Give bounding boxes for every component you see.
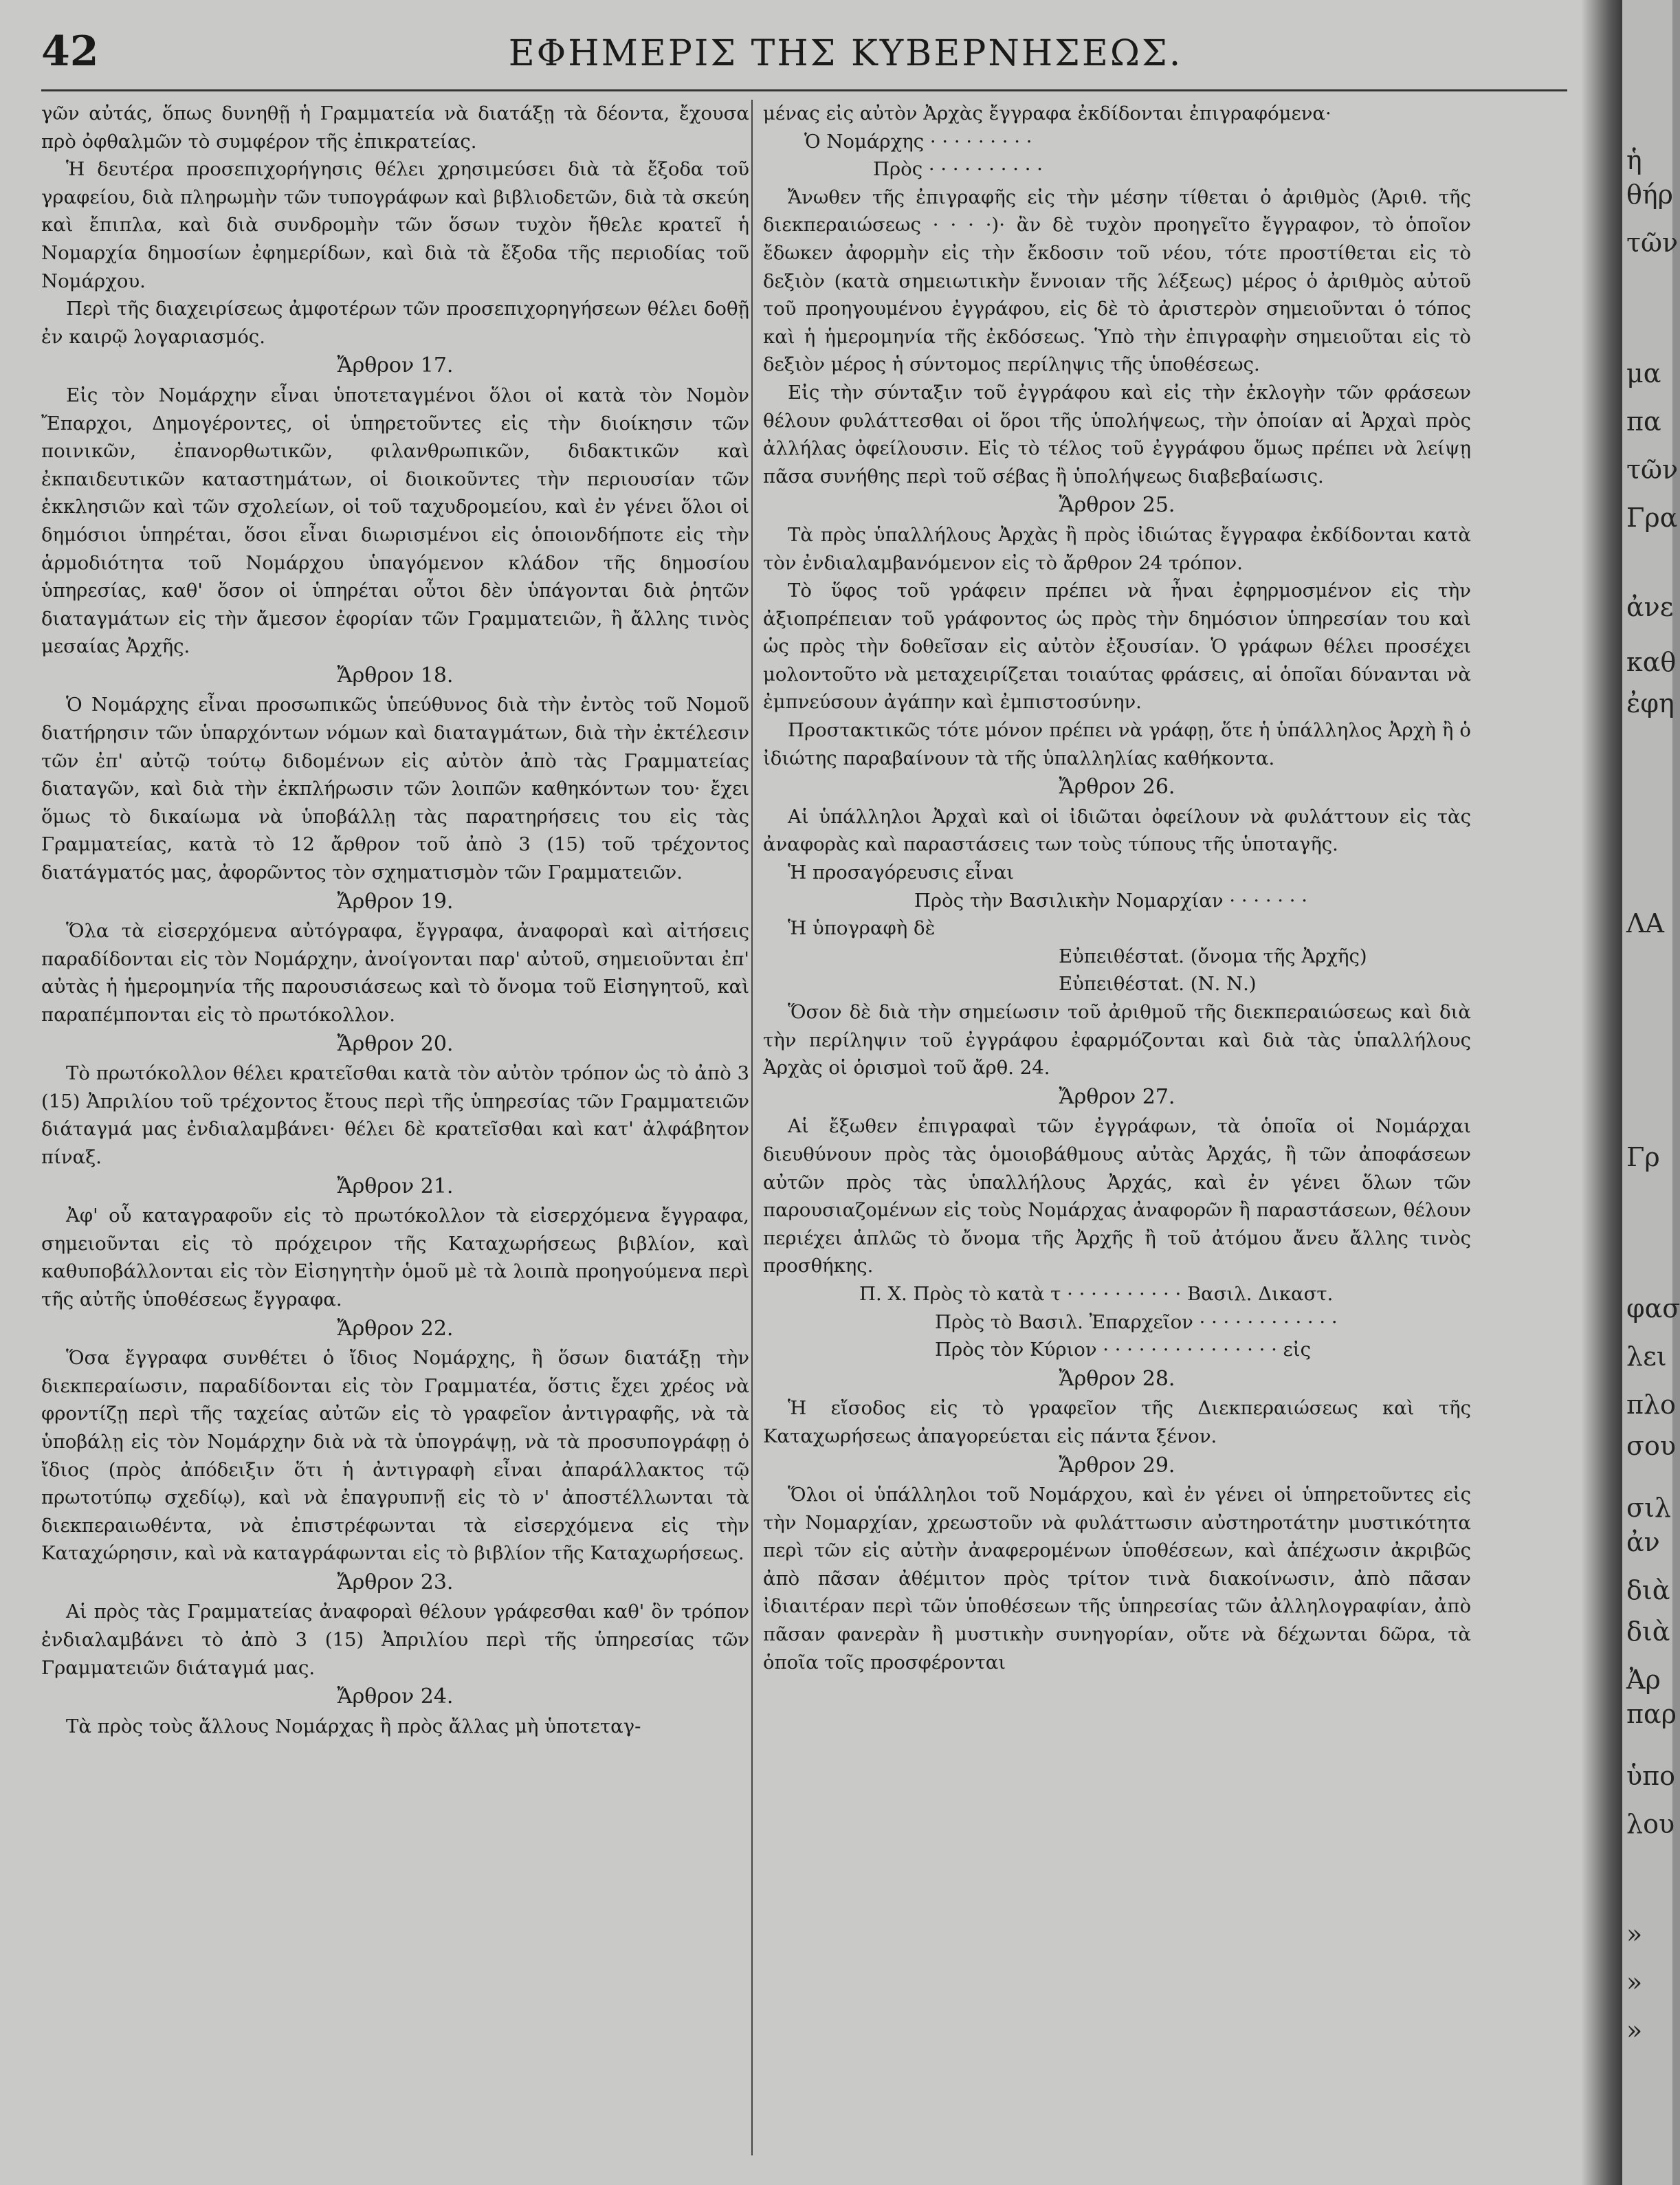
article-heading: Ἄρθρον 17. <box>337 353 454 378</box>
paragraph: Αἱ πρὸς τὰς Γραμματείας ἀναφοραὶ θέλουν γράφεσθαι καθ' ὃν τρόπον ἐνδιαλαμβάνει τὸ ἀπὸ 3 (15) Ἀπριλίου περὶ τῆς ὑπηρεσίας τῶν Γραμματειῶν διάταγμά μας. <box>41 1601 749 1679</box>
paragraph: Ὅσον δὲ διὰ τὴν σημείωσιν τοῦ ἀριθμοῦ τῆς διεκπεραιώσεως καὶ διὰ τὴν περίληψιν τοῦ ἐγγράφου ἐφαρμόζονται καὶ διὰ τὰς ὑπαλλήλους Ἀρχὰς οἱ ὁρισμοὶ τοῦ ἄρθ. 24. <box>763 1001 1471 1079</box>
paragraph: Ἡ δευτέρα προσεπιχορήγησις θέλει χρησιμεύσει διὰ τὰ ἔξοδα τοῦ γραφείου, διὰ πληρωμὴν τῶν τυπογράφων καὶ βιβλιοδετῶν, διὰ τὰ σκεύη καὶ ἔπιπλα, καὶ διὰ συνδρομὴν τῶν ὅσων τυχὸν ἤθελε κρατεῖ ἡ Νομαρχία δημοσίων ἐφημερίδων, καὶ διὰ τὰ ἔξοδα τῆς περιοδίας τοῦ Νομάρχου. <box>41 158 749 292</box>
paragraph: Εἰς τὸν Νομάρχην εἶναι ὑποτεταγμένοι ὅλοι οἱ κατὰ τὸν Νομὸν Ἔπαρχοι, Δημογέροντες, οἱ ὑπηρετοῦντες εἰς τὴν διοίκησιν τῶν ποινικῶν, ἐπανορθωτικῶν, φιλανθρωπικῶν, διδακτικῶν καὶ ἐκπαιδευτικῶν καταστημάτων, οἱ διοικοῦντες τὴν περιουσίαν τῶν ἐκκλησιῶν καὶ τῶν σχολείων, οἱ τοῦ ταχυδρομείου, καὶ ἐν γένει ὅλοι οἱ δημόσιοι ὑπηρέται, ὅσοι εἶναι διωρισμένοι εἰς ὁποιονδήποτε εἰς τὴν ἁρμοδιότητα τοῦ Νομάρχου ὑπαγόμενον κλάδον τῆς δημοσίου ὑπηρεσίας, καθ' ὅσον οἱ ὑπηρέται οὗτοι δὲν ὑπάγονται διὰ ῥητῶν διαταγμάτων εἰς τὴν ἄμεσον ἐφορίαν τῶν Γραμματειῶν, ἢ ἄλλης τινὸς μεσαίας Ἀρχῆς. <box>41 384 749 658</box>
paragraph: Ὁ Νομάρχης εἶναι προσωπικῶς ὑπεύθυνος διὰ τὴν ἐντὸς τοῦ Νομοῦ διατήρησιν τῶν ὑπαρχόντων νόμων καὶ διαταγμάτων, διὰ τὴν ἐκτέλεσιν τῶν ἐπ' αὐτῷ τούτῳ διδομένων εἰς αὐτὸν ἀπὸ τὰς Γραμματείας διαταγῶν, καὶ διὰ τὴν ἐκπλήρωσιν τῶν λοιπῶν καθηκόντων του· ἔχει ὅμως τὸ δικαίωμα νὰ ὑποβάλλῃ τὰς παρατηρήσεις του εἰς τὰς Γραμματείας, κατὰ τὸ 12 ἄρθρον τοῦ ἀπὸ 3 (15) τοῦ τρέχοντος διατάγματός μας, ἀφορῶντος τὸν σχηματισμὸν τῶν Γραμματειῶν. <box>41 694 749 884</box>
adjacent-page-fragment: τῶν <box>1626 228 1679 258</box>
paragraph: Τὰ πρὸς τοὺς ἄλλους Νομάρχας ἢ πρὸς ἄλλας μὴ ὑποτεταγ- <box>66 1715 641 1737</box>
adjacent-page-fragment: » <box>1626 2015 1643 2045</box>
adjacent-page-fragment: ἀνε <box>1626 592 1674 622</box>
adjacent-page-fragment: πλο <box>1626 1390 1676 1420</box>
adjacent-page-fragment: καθ <box>1626 647 1677 677</box>
paragraph: Τὸ ὕφος τοῦ γράφειν πρέπει νὰ ἦναι ἐφηρμοσμένον εἰς τὴν ἀξιοπρέπειαν τοῦ γράφοντος ὡς πρὸς τὴν δημόσιον ὑπηρεσίαν του καὶ ὡς πρὸς τὴν δοθεῖσαν εἰς αὐτὸν ἐξουσίαν. Ὁ γράφων θέλει προσέχει μολοντοῦτο νὰ μεταχειρίζεται τοιαύτας φράσεις, αἱ ὁποῖαι δύνανται νὰ ἐμπνεύσουν ἀγάπην καὶ ἐμπιστοσύνην. <box>763 580 1471 714</box>
adjacent-page-fragment: » <box>1626 1967 1643 1997</box>
paragraph: γῶν αὐτάς, ὅπως δυνηθῇ ἡ Γραμματεία νὰ διατάξῃ τὰ δέοντα, ἔχουσα πρὸ ὀφθαλμῶν τὸ συμφέρον τῆς ἐπικρατείας. <box>41 102 749 153</box>
paragraph: Προστακτικῶς τότε μόνον πρέπει νὰ γράφῃ, ὅτε ἡ ὑπάλληλος Ἀρχὴ ἢ ὁ ἰδιώτης παραβαίνουν τὰ τῆς ὑπαλληλίας καθήκοντα. <box>763 719 1471 769</box>
adjacent-page-fragment: παρ <box>1626 1699 1677 1729</box>
salutation-line: Πρὸς τὴν Βασιλικὴν Νομαρχίαν · · · · · · · <box>914 889 1308 912</box>
paragraph: Ἡ εἴσοδος εἰς τὸ γραφεῖον τῆς Διεκπεραιώσεως καὶ τῆς Καταχωρήσεως ἀπαγορεύεται εἰς πάντα ξένον. <box>763 1397 1471 1447</box>
paragraph: Περὶ τῆς διαχειρίσεως ἀμφοτέρων τῶν προσεπιχορηγήσεων θέλει δοθῇ ἐν καιρῷ λογαριασμός. <box>41 298 749 348</box>
salutation-line: Πρὸς · · · · · · · · · · <box>873 158 1043 181</box>
adjacent-page-fragment: λει <box>1626 1341 1667 1372</box>
article-heading: Ἄρθρον 28. <box>1059 1366 1175 1391</box>
adjacent-page-fragment: ἡ <box>1626 145 1642 175</box>
paragraph: μένας εἰς αὐτὸν Ἀρχὰς ἔγγραφα ἐκδίδονται ἐπιγραφόμενα· <box>763 102 1331 124</box>
article-heading: Ἄρθρον 25. <box>1059 493 1175 518</box>
adjacent-page-fragment: ὑπο <box>1626 1761 1675 1791</box>
paragraph: Τὰ πρὸς ὑπαλλήλους Ἀρχὰς ἢ πρὸς ἰδιώτας ἔγγραφα ἐκδίδονται κατὰ τὸν ἐνδιαλαμβανόμενον εἰς τὸ ἄρθρον 24 τρόπον. <box>763 523 1471 574</box>
paragraph: Τὸ πρωτόκολλον θέλει κρατεῖσθαι κατὰ τὸν αὐτὸν τρόπον ὡς τὸ ἀπὸ 3 (15) Ἀπριλίου τοῦ τρέχοντος ἔτους περὶ τῆς ὑπηρεσίας τῶν Γραμματειῶν διάταγμά μας ἐνδιαλαμβάνει· θέλει δὲ κρατεῖσθαι καὶ κατ' ἀλφάβητον πίναξ. <box>41 1062 749 1168</box>
salutation-line: Ὁ Νομάρχης · · · · · · · · · <box>804 130 1032 153</box>
right-column <box>763 100 1471 2155</box>
adjacent-page-fragment: σιλ <box>1626 1493 1671 1523</box>
column-divider <box>751 100 753 2155</box>
adjacent-page-fragment: ἀν <box>1626 1527 1660 1557</box>
paragraph: Ἡ ὑπογραφὴ δὲ <box>788 917 936 940</box>
adjacent-page-fragment: λου <box>1626 1809 1675 1839</box>
paragraph: Αἱ ἔξωθεν ἐπιγραφαὶ τῶν ἐγγράφων, τὰ ὁποῖα οἱ Νομάρχαι διευθύνουν πρὸς τὰς ὁμοιοβάθμους αὐτὰς Ἀρχάς, ἢ τῶν ἀποφάσεων αὐτῶν πρὸς τὰς ὑπαλλήλους Ἀρχάς, καὶ ἐν γένει ὅλων τῶν παρουσιαζομένων εἰς τοὺς Νομάρχας ἀναφορῶν ἢ παραστάσεων, θέλουν περιέχει ἁπλῶς τὸ ὄνομα τῆς Ἀρχῆς ἢ τοῦ ἀτόμου ἄνευ ἄλλης τινὸς προσθήκης. <box>763 1115 1471 1277</box>
journal-title: ΕΦΗΜΕΡΙΣ ΤΗΣ ΚΥΒΕΡΝΗΣΕΩΣ. <box>508 33 1183 74</box>
article-heading: Ἄρθρον 23. <box>337 1570 454 1594</box>
article-heading: Ἄρθρον 20. <box>337 1031 454 1056</box>
adjacent-page-fragment: Γρα <box>1626 503 1678 533</box>
adjacent-page-fragment: διὰ <box>1626 1575 1670 1605</box>
signature-line: Εὐπειθέσταt. (Ν. Ν.) <box>1059 973 1257 996</box>
paragraph: Εἰς τὴν σύνταξιν τοῦ ἐγγράφου καὶ εἰς τὴν ἐκλογὴν τῶν φράσεων θέλουν φυλάττεσθαι οἱ ὅροι τῆς ὑπολήψεως, τὴν ὁποίαν αἱ Ἀρχαὶ πρὸς ἀλλήλας ὀφείλουσιν. Εἰς τὸ τέλος τοῦ ἐγγράφου ὅμως πρέπει νὰ λείψῃ πᾶσα συνήθης περὶ τοῦ σέβας ἢ ὑπολήψεως διαβεβαίωσις. <box>763 381 1471 487</box>
paragraph: Ἄνωθεν τῆς ἐπιγραφῆς εἰς τὴν μέσην τίθεται ὁ ἀριθμὸς (Ἀριθ. τῆς διεκπεραιώσεως · · · ·)· ἂν δὲ τυχὸν προηγεῖτο ἔγγραφον, τὸ ὁποῖον ἔδωκεν ἀφορμὴν εἰς τὴν ἔκδοσιν τοῦ νέου, τότε προστίθεται εἰς τὸ δεξιὸν (κατὰ σημειωτικὴν ἔννοιαν τῆς λέξεως) μέρος ὁ ἀριθμὸς αὐτοῦ τοῦ προηγουμένου ἐγγράφου, εἰς δὲ τὸ ἀριστερὸν σημειοῦνται ὁ τόπος καὶ ἡ ἡμερομηνία τῆς ἐκδόσεως. Ὑπὸ τὴν ἐπιγραφὴν σημειοῦται εἰς τὸ δεξιὸν μέρος ἡ σύντομος περίληψις τῆς ὑποθέσεως. <box>763 186 1471 376</box>
example-line: Π. Χ. Πρὸς τὸ κατὰ τ · · · · · · · · · · Βασιλ. Δικαστ. <box>859 1282 1334 1305</box>
adjacent-page-fragment: σου <box>1626 1431 1676 1461</box>
adjacent-page-fragment: Γρ <box>1626 1142 1660 1172</box>
article-heading: Ἄρθρον 22. <box>337 1316 454 1341</box>
article-heading: Ἄρθρον 27. <box>1059 1084 1175 1109</box>
adjacent-page-fragment: θήρ <box>1626 179 1673 210</box>
adjacent-page-fragment: διὰ <box>1626 1616 1670 1647</box>
adjacent-page-fragment: φασ <box>1626 1293 1680 1324</box>
adjacent-page-fragment: » <box>1626 1919 1643 1949</box>
paragraph: Ἡ προσαγόρευσις εἶναι <box>788 861 1015 884</box>
adjacent-page-fragment: ἐφη <box>1626 688 1675 718</box>
adjacent-page-fragment: πα <box>1626 406 1661 437</box>
adjacent-page-fragment: ΛΑ <box>1626 908 1664 938</box>
article-heading: Ἄρθρον 19. <box>337 889 454 914</box>
paragraph: Αἱ ὑπάλληλοι Ἀρχαὶ καὶ οἱ ἰδιῶται ὀφείλουν νὰ φυλάττουν εἰς τὰς ἀναφορὰς καὶ παραστάσεις των τοὺς τύπους τῆς ὑποταγῆς. <box>763 805 1471 856</box>
article-heading: Ἄρθρον 29. <box>1059 1453 1175 1478</box>
paragraph: Ὅλα τὰ εἰσερχόμενα αὐτόγραφα, ἔγγραφα, ἀναφοραὶ καὶ αἰτήσεις παραδίδονται εἰς τὸν Νομάρχην, ἀνοίγονται παρ' αὐτοῦ, σημειοῦνται ἐπ' αὐτὰς ἡ ἡμερομηνία τῆς παρουσιάσεως καὶ τὸ ὄνομα τοῦ Εἰσηγητοῦ, καὶ παραπέμπονται εἰς τὸ πρωτόκολλον. <box>41 920 749 1026</box>
paragraph: Ὅσα ἔγγραφα συνθέτει ὁ ἴδιος Νομάρχης, ἢ ὅσων διατάξῃ τὴν διεκπεραίωσιν, παραδίδονται εἰς τὸν Γραμματέα, ὅστις ἔχει χρέος νὰ φροντίζῃ περὶ τῆς ταχείας αὐτῶν εἰς τὸ γραφεῖον ἀντιγραφῆς, νὰ τὰ ὑποβάλῃ εἰς τὸν Νομάρχην διὰ νὰ τὰ ὑπογράψῃ, νὰ τὰ προσυπογράφῃ ὁ ἴδιος (πρὸς ἀπόδειξιν ὅτι ἡ ἀντιγραφὴ εἶναι ἀπαράλλακτος τῷ πρωτοτύπῳ σχεδίῳ), καὶ νὰ ἐπαγρυπνῇ εἰς τὸ ν' ἀποστέλλωνται τὰ διεκπεραιωθέντα, νὰ ἐπιστρέφωνται τὰ εἰσερχόμενα εἰς τὴν Καταχώρησιν, καὶ νὰ καταγράφωνται εἰς τὸ βιβλίον τῆς Καταχωρήσεως. <box>41 1347 749 1565</box>
page-number: 42 <box>41 28 99 76</box>
article-heading: Ἄρθρον 24. <box>337 1684 454 1709</box>
example-line: Πρὸς τὸν Κύριον · · · · · · · · · · · · · · · εἰς <box>935 1339 1311 1361</box>
left-column <box>41 100 749 2155</box>
header-rule <box>41 89 1567 91</box>
binding-gutter <box>1581 0 1622 2185</box>
adjacent-page-edge <box>1622 0 1680 2185</box>
adjacent-page-fragment: Ἀρ <box>1626 1665 1661 1695</box>
example-line: Πρὸς τὸ Βασιλ. Ἐπαρχεῖον · · · · · · · · · · · · <box>935 1310 1338 1333</box>
article-heading: Ἄρθρον 21. <box>337 1174 454 1198</box>
article-heading: Ἄρθρον 18. <box>337 663 454 688</box>
page-header <box>41 28 1567 89</box>
signature-line: Εὐπειθέσταt. (ὄνομα τῆς Ἀρχῆς) <box>1059 945 1367 967</box>
paragraph: Ὅλοι οἱ ὑπάλληλοι τοῦ Νομάρχου, καὶ ἐν γένει οἱ ὑπηρετοῦντες εἰς τὴν Νομαρχίαν, χρεωστοῦν νὰ φυλάττωσιν αὐστηροτάτην μυστικότητα περὶ τῶν εἰς αὐτὴν ἀναφερομένων ὑποθέσεων, καὶ ἀπέχωσιν ἀκριβῶς ἀπὸ πᾶσαν ἀθέμιτον πρὸς τρίτον τινὰ διακοίνωσιν, ἀπὸ πᾶσαν ἰδιαιτέραν περὶ τῶν ὑποθέσεων τῆς ὑπηρεσίας τῶν ἀλληλογραφίαν, ἀπὸ πᾶσαν φανερὰν ἢ μυστικὴν συνηγορίαν, οὔτε νὰ δέχωνται δῶρα, τὰ ὁποῖα τοῖς προσφέρονται <box>763 1484 1471 1673</box>
adjacent-page-fragment: μα <box>1626 358 1661 388</box>
paragraph: Ἀφ' οὗ καταγραφοῦν εἰς τὸ πρωτόκολλον τὰ εἰσερχόμενα ἔγγραφα, σημειοῦνται εἰς τὸ πρόχειρον τῆς Καταχωρήσεως βιβλίον, καὶ καθυποβάλλονται εἰς τὸν Εἰσηγητὴν ὁμοῦ μὲ τὰ λοιπὰ προηγούμενα περὶ τῆς αὐτῆς ὑποθέσεως ἔγγραφα. <box>41 1205 749 1310</box>
article-heading: Ἄρθρον 26. <box>1059 775 1175 800</box>
adjacent-page-fragment: τῶν <box>1626 454 1679 485</box>
